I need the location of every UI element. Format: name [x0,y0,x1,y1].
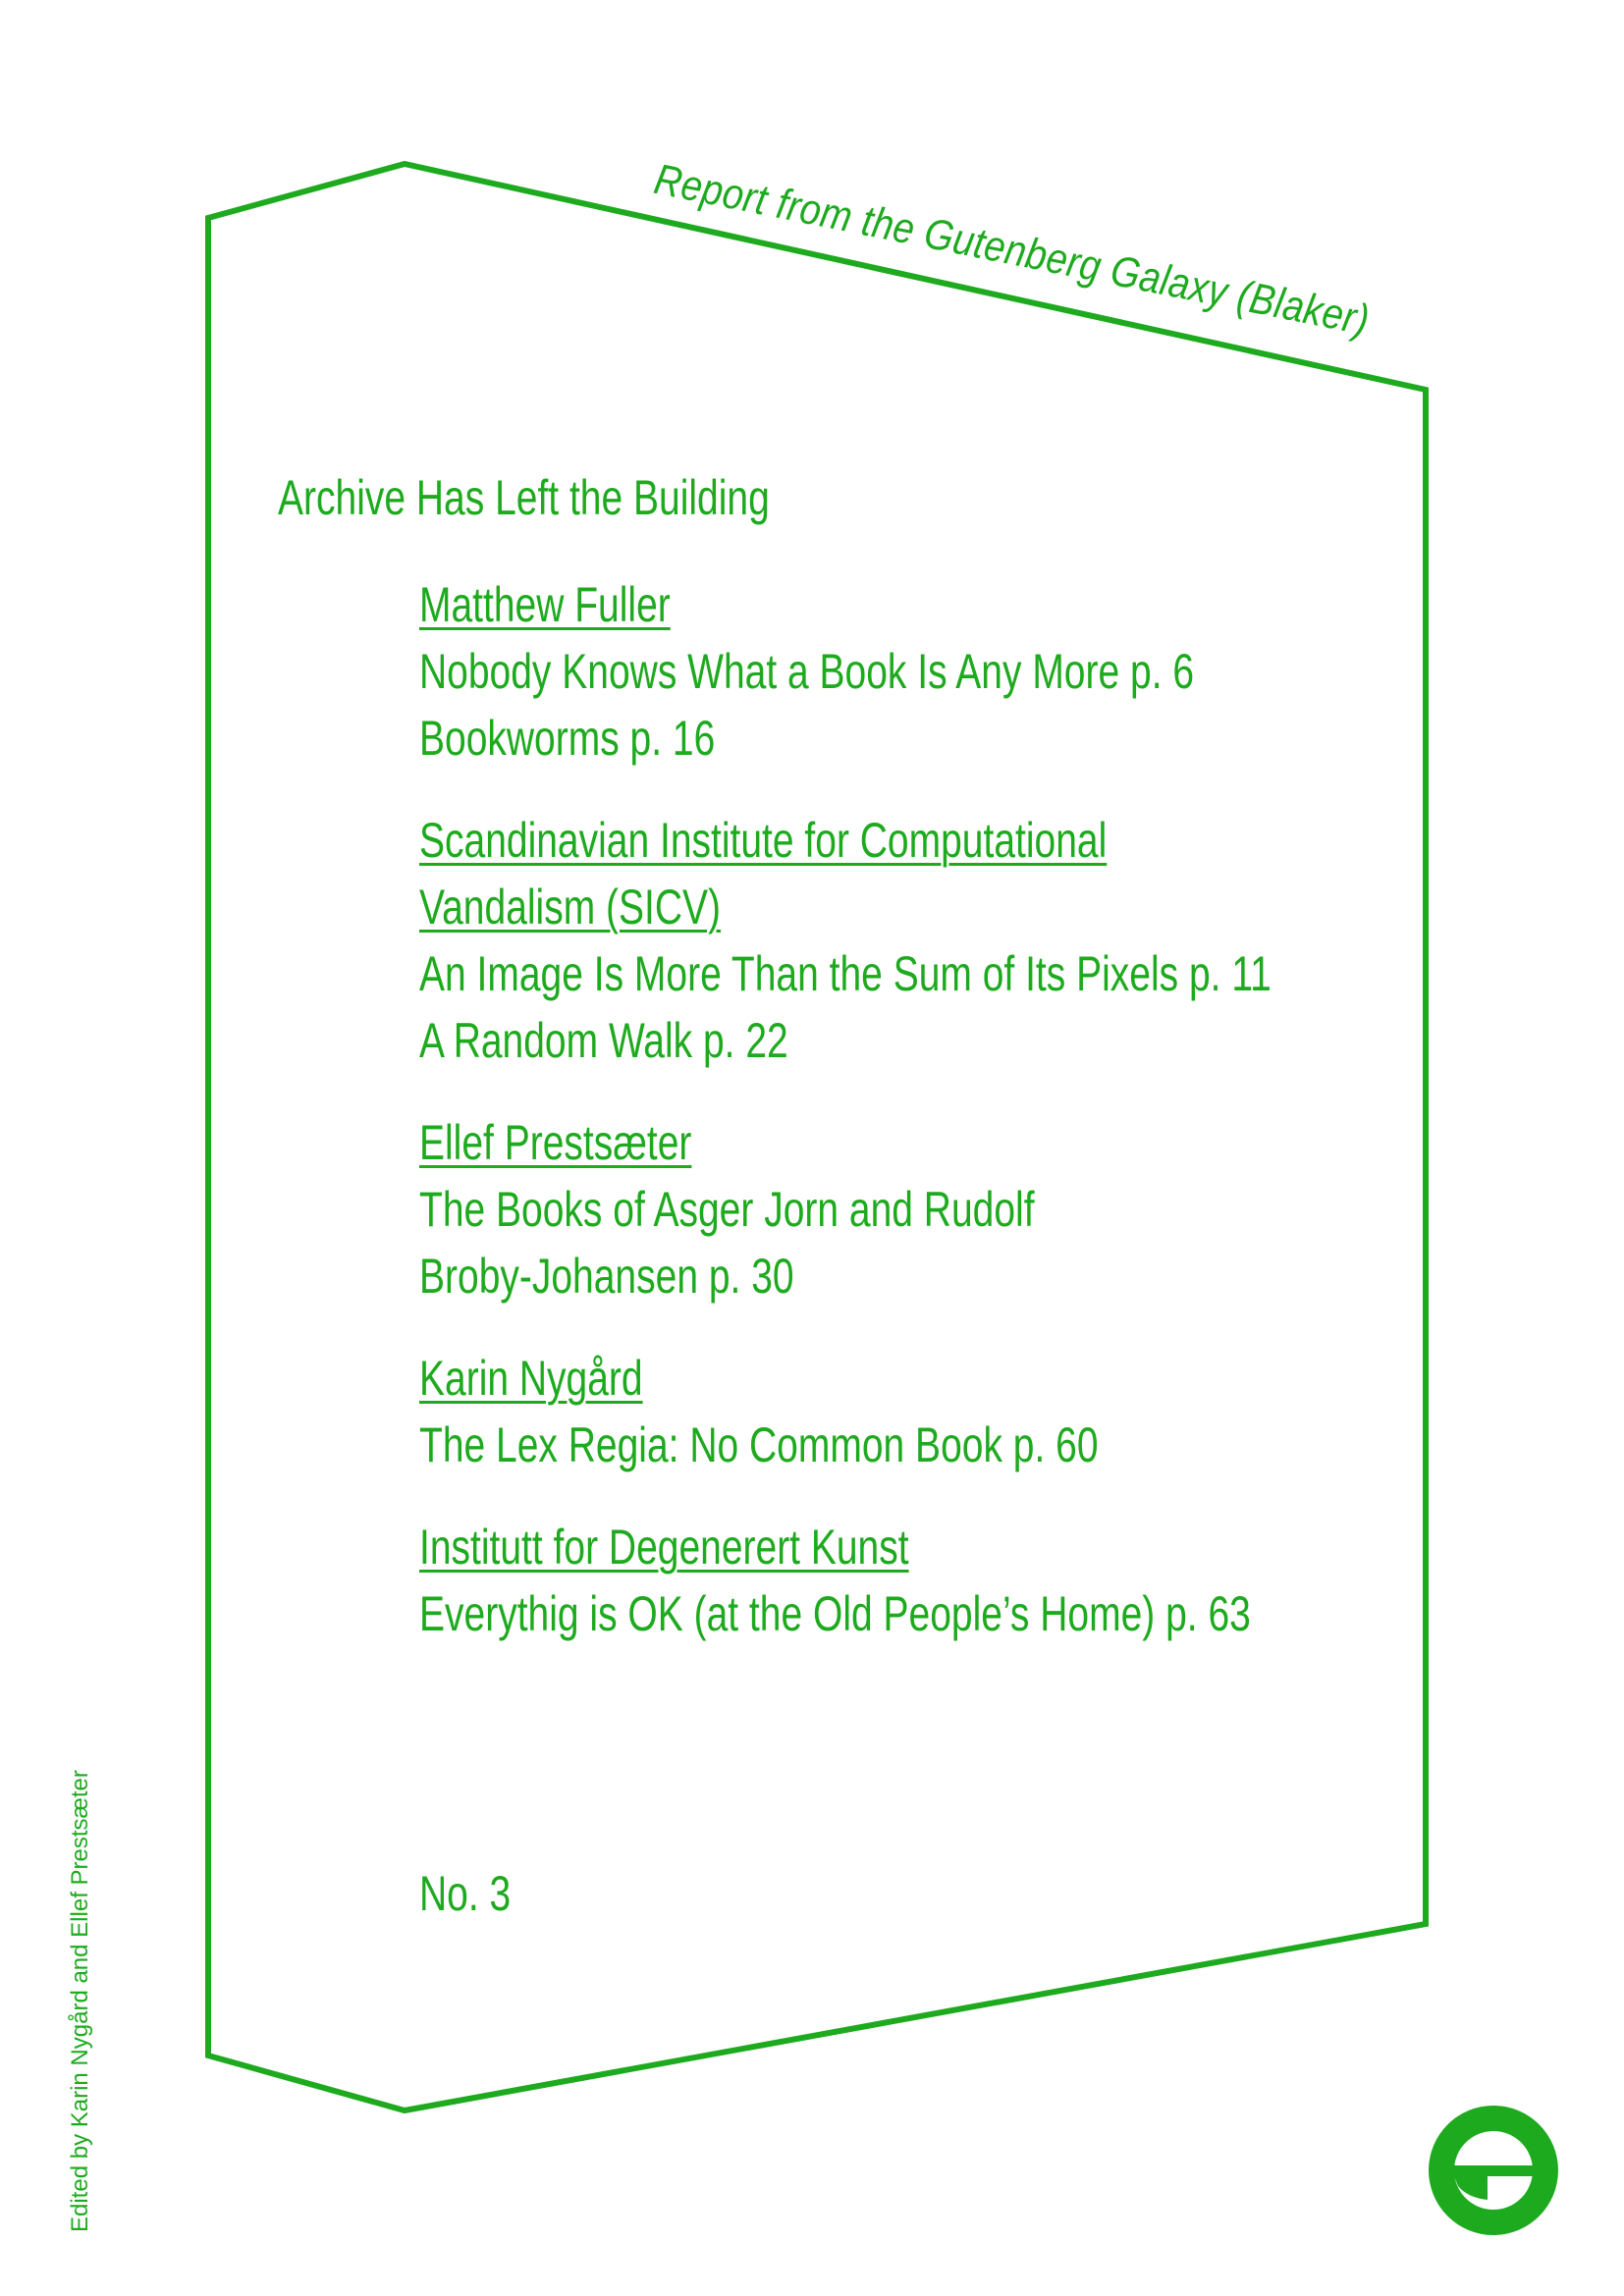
toc-entry [419,1514,1597,1647]
series-title: Report from the Gutenberg Galaxy (Blaker) [650,155,1374,346]
toc-author: Scandinavian Institute for Computational [419,813,1108,868]
toc-author: Ellef Prestsæter [419,1115,692,1170]
volume-title: Archive Has Left the Building [278,470,770,525]
toc-entry [419,1345,1597,1478]
toc-title: An Image Is More Than the Sum of Its Pixels p. 11 [419,946,1272,1001]
toc-author: Matthew Fuller [419,577,671,632]
toc-entry [419,571,1597,772]
toc-title: Broby-Johansen p. 30 [419,1249,794,1304]
publisher-logo-icon [1429,2106,1558,2235]
toc-title: Nobody Knows What a Book Is Any More p. 6 [419,644,1195,699]
editors-credit: Edited by Karin Nygård and Ellef Prestsæter [67,1770,93,2232]
toc-title: Everythig is OK (at the Old People’s Home) p. 63 [419,1586,1251,1641]
toc-author: Institutt for Degenerert Kunst [419,1520,909,1575]
toc-title: The Lex Regia: No Common Book p. 60 [419,1417,1099,1472]
toc-author: Karin Nygård [419,1351,643,1406]
issue-number: No. 3 [419,1866,512,1921]
toc-entry [419,1109,1597,1309]
toc-title: The Books of Asger Jorn and Rudolf [419,1182,1035,1237]
toc-title: A Random Walk p. 22 [419,1013,788,1068]
toc-title: Bookworms p. 16 [419,711,716,766]
toc-entry [419,807,1597,1074]
toc-author: Vandalism (SICV) [419,880,722,934]
table-of-contents [419,571,1597,1682]
